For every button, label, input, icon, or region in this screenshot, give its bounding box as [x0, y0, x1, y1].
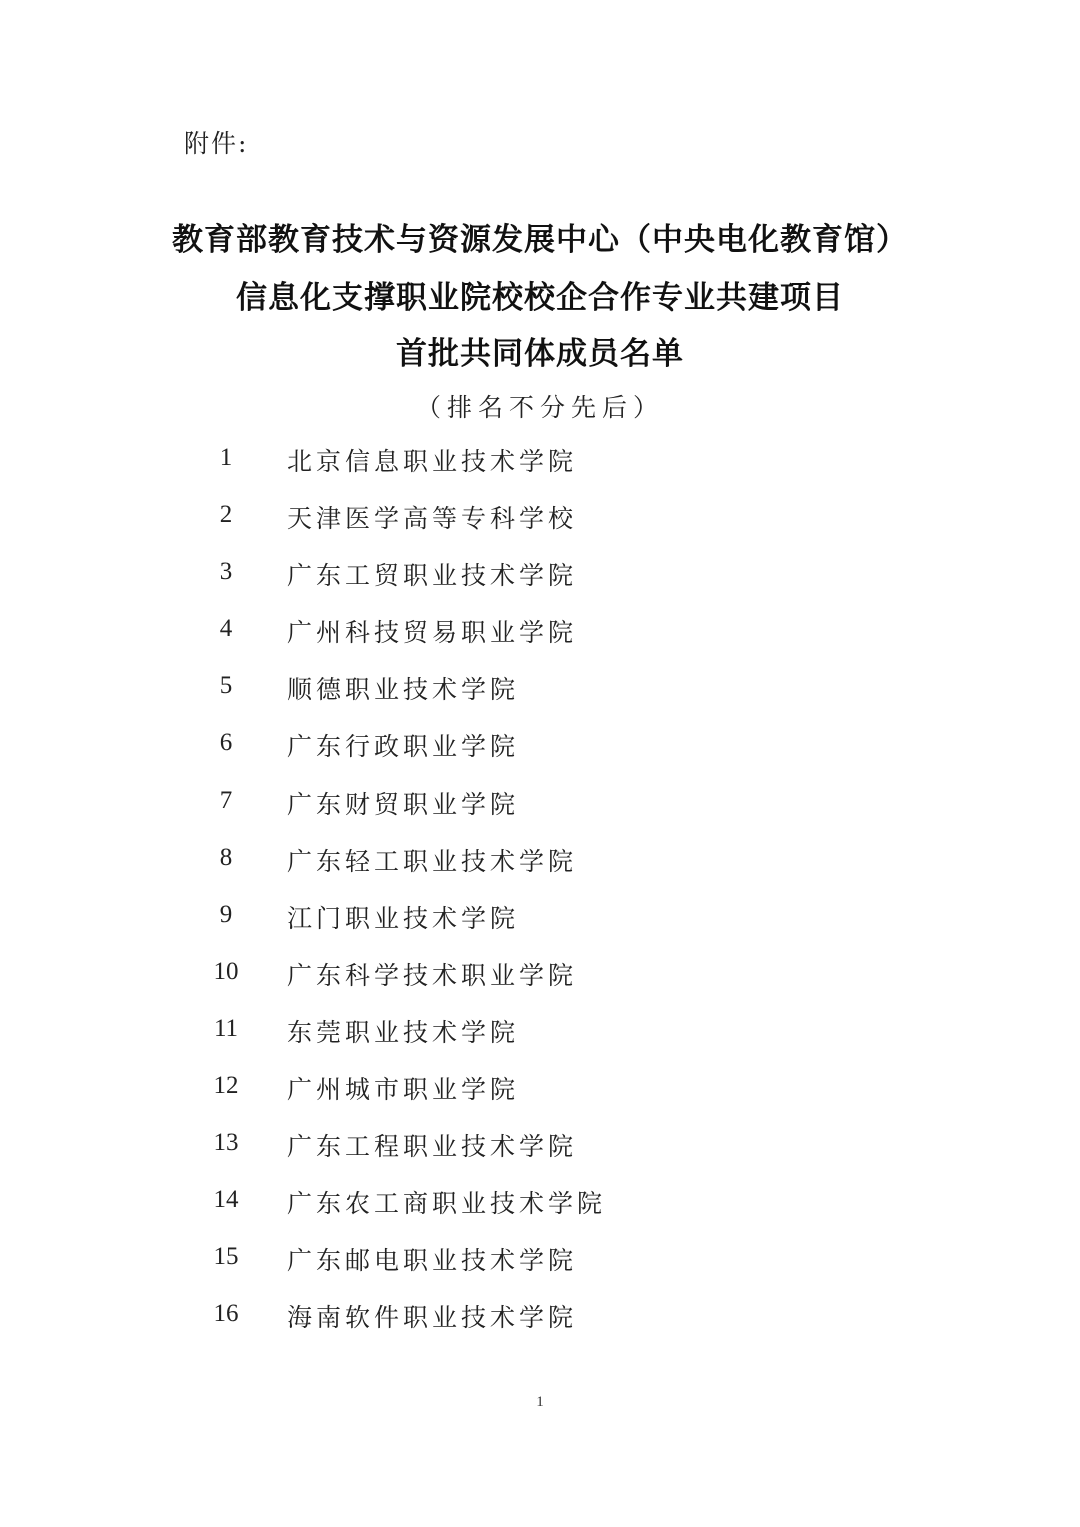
page-number: 1	[536, 1394, 544, 1410]
item-number: 7	[219, 786, 233, 814]
list-item	[0, 554, 1080, 611]
list-item	[0, 783, 1080, 840]
item-number: 3	[219, 558, 233, 586]
list-item	[0, 840, 1080, 897]
item-name: 江门职业技术学院	[287, 903, 520, 933]
title-line-2: 信息化支撑职业院校校企合作专业共建项目	[236, 280, 844, 316]
title-line-1: 教育部教育技术与资源发展中心（中央电化教育馆）	[172, 222, 908, 258]
list-item	[0, 725, 1080, 782]
subtitle-note: （排名不分先后）	[415, 393, 664, 422]
list-item	[0, 668, 1080, 725]
item-name: 顺德职业技术学院	[287, 675, 520, 705]
item-name: 广东财贸职业学院	[287, 789, 520, 819]
list-item	[0, 440, 1080, 497]
list-item	[0, 611, 1080, 668]
item-name: 广东工贸职业技术学院	[287, 561, 578, 591]
item-name: 天津医学高等专科学校	[287, 504, 578, 534]
item-number: 8	[219, 843, 233, 871]
item-number: 16	[213, 1300, 239, 1328]
item-number: 14	[213, 1186, 239, 1214]
list-item	[0, 897, 1080, 954]
item-number: 6	[219, 729, 233, 757]
list-item	[0, 1182, 1080, 1239]
item-number: 15	[213, 1243, 239, 1271]
item-name: 东莞职业技术学院	[287, 1017, 520, 1047]
item-number: 11	[213, 1014, 239, 1042]
item-name: 广东邮电职业技术学院	[287, 1246, 578, 1276]
item-name: 海南软件职业技术学院	[287, 1303, 578, 1333]
item-number: 4	[219, 615, 233, 643]
item-number: 10	[213, 957, 239, 985]
list-item	[0, 954, 1080, 1011]
item-name: 广州城市职业学院	[287, 1075, 520, 1105]
item-number: 13	[213, 1129, 239, 1157]
item-name: 广东行政职业学院	[287, 732, 520, 762]
item-name: 广州科技贸易职业学院	[287, 618, 578, 648]
list-item	[0, 1068, 1080, 1125]
list-item	[0, 1011, 1080, 1068]
list-item	[0, 497, 1080, 554]
item-number: 12	[213, 1072, 239, 1100]
attachment-label: 附件:	[184, 129, 249, 158]
item-number: 9	[219, 900, 233, 928]
item-name: 广东轻工职业技术学院	[287, 846, 578, 876]
item-name: 广东农工商职业技术学院	[287, 1189, 607, 1219]
item-name: 广东科学技术职业学院	[287, 960, 578, 990]
member-list	[0, 440, 1080, 1354]
item-name: 北京信息职业技术学院	[287, 447, 578, 476]
list-item	[0, 1125, 1080, 1182]
title-line-3: 首批共同体成员名单	[396, 336, 684, 372]
item-name: 广东工程职业技术学院	[287, 1132, 578, 1162]
item-number: 1	[219, 444, 233, 471]
list-item	[0, 1239, 1080, 1296]
item-number: 5	[219, 672, 233, 700]
list-item	[0, 1296, 1080, 1353]
item-number: 2	[219, 501, 233, 529]
